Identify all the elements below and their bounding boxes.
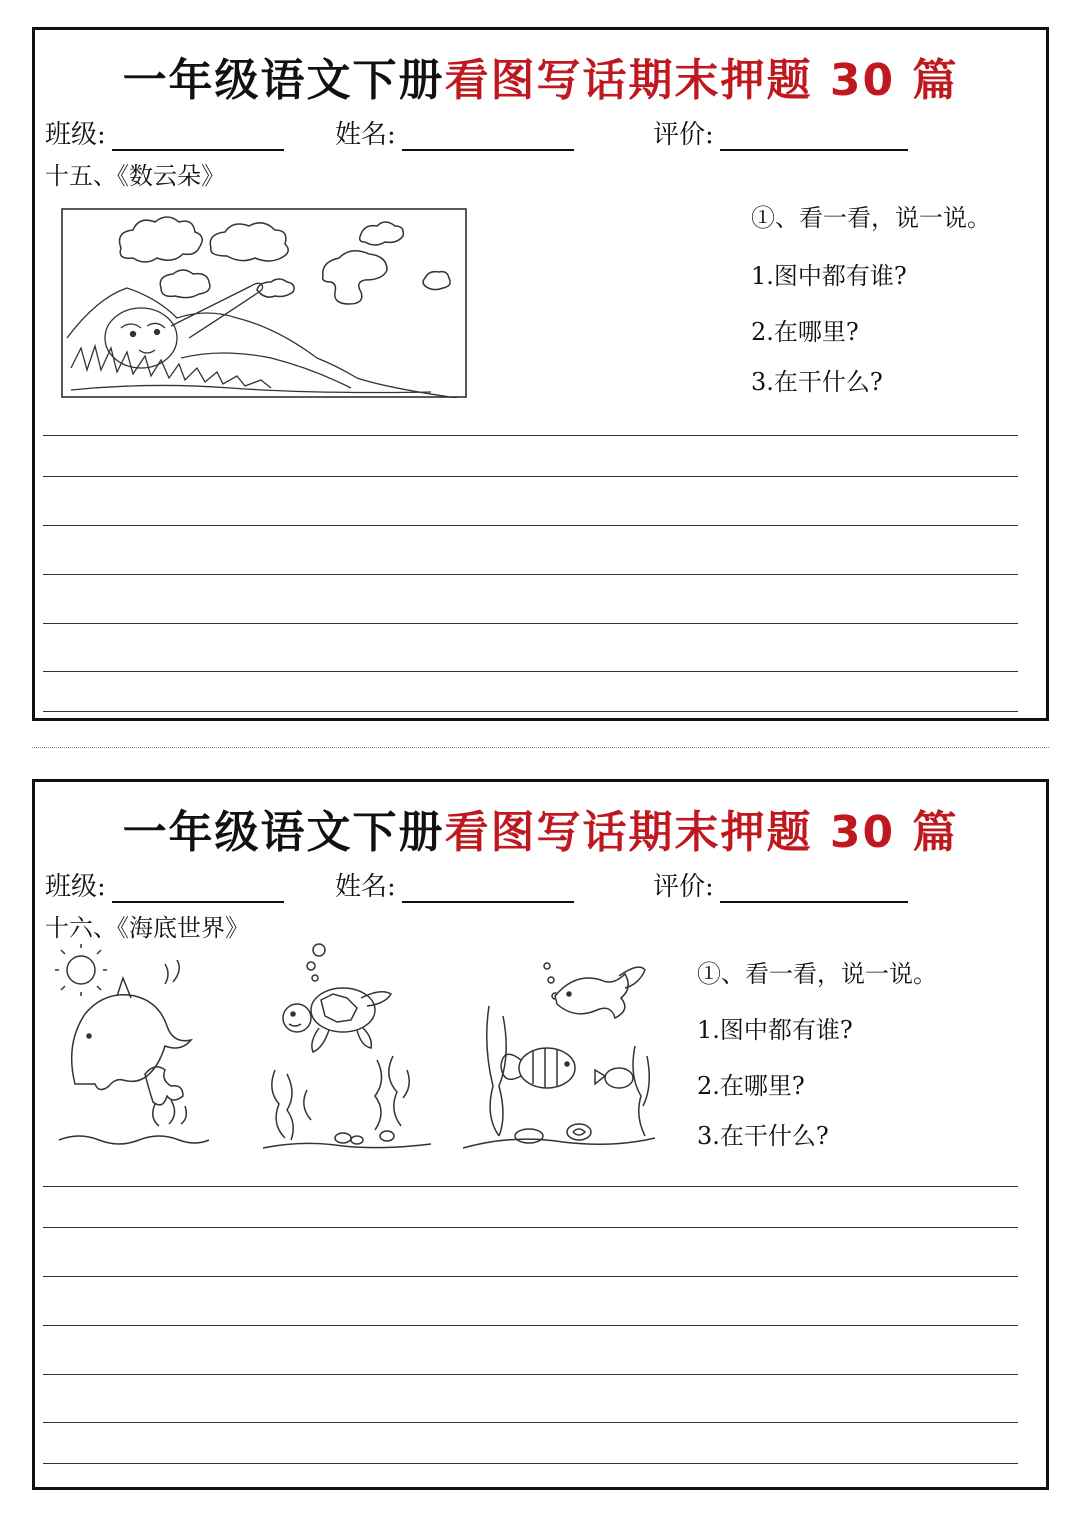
writing-line[interactable]: [43, 574, 1018, 575]
writing-line[interactable]: [43, 525, 1018, 526]
writing-line[interactable]: [43, 1227, 1018, 1228]
class-blank[interactable]: [112, 877, 284, 903]
section-title: 十六、《海底世界》: [45, 914, 249, 942]
writing-line[interactable]: [43, 1186, 1018, 1187]
question-3: 3.在干什么?: [697, 1122, 829, 1150]
name-label: 姓名:: [335, 872, 396, 902]
worksheet-title: [35, 44, 1046, 108]
prompt-text: ①、看一看，说一说。: [751, 204, 991, 232]
eval-field: [653, 114, 908, 151]
turtle-illustration: [257, 940, 437, 1156]
class-label: 班级:: [45, 872, 106, 902]
writing-line[interactable]: [43, 1325, 1018, 1326]
title-red-part: 看图写话期末押题 30 篇: [444, 55, 959, 106]
name-blank[interactable]: [402, 877, 574, 903]
writing-line[interactable]: [43, 476, 1018, 477]
question-2: 2.在哪里?: [697, 1072, 805, 1100]
title-red-part: 看图写话期末押题 30 篇: [444, 807, 959, 858]
eval-blank[interactable]: [720, 125, 908, 151]
question-3: 3.在干什么?: [751, 368, 883, 396]
question-1: 1.图中都有谁?: [697, 1016, 853, 1044]
worksheet-16: [32, 779, 1049, 1490]
cloud-counting-illustration: [61, 208, 467, 398]
writing-line[interactable]: [43, 1276, 1018, 1277]
writing-line[interactable]: [43, 1374, 1018, 1375]
writing-line[interactable]: [43, 711, 1018, 712]
worksheet-title: [35, 796, 1046, 860]
fish-illustration: [459, 946, 659, 1156]
name-label: 姓名:: [335, 120, 396, 150]
writing-line[interactable]: [43, 623, 1018, 624]
class-blank[interactable]: [112, 125, 284, 151]
writing-line[interactable]: [43, 1463, 1018, 1464]
worksheet-15: [32, 27, 1049, 721]
section-title: 十五、《数云朵》: [45, 162, 225, 190]
eval-blank[interactable]: [720, 877, 908, 903]
name-field: [335, 114, 574, 151]
class-label: 班级:: [45, 120, 106, 150]
class-field: [45, 114, 284, 151]
prompt-text: ①、看一看，说一说。: [697, 960, 937, 988]
name-field: [335, 866, 574, 903]
question-2: 2.在哪里?: [751, 318, 859, 346]
eval-label: 评价:: [653, 872, 714, 902]
eval-field: [653, 866, 908, 903]
page-divider: [32, 747, 1049, 748]
dolphin-illustration: [55, 944, 215, 1154]
writing-line[interactable]: [43, 671, 1018, 672]
question-1: 1.图中都有谁?: [751, 262, 907, 290]
title-black-part: 一年级语文下册: [122, 807, 445, 858]
writing-line[interactable]: [43, 1422, 1018, 1423]
class-field: [45, 866, 284, 903]
eval-label: 评价:: [653, 120, 714, 150]
writing-line[interactable]: [43, 435, 1018, 436]
name-blank[interactable]: [402, 125, 574, 151]
title-black-part: 一年级语文下册: [122, 55, 445, 106]
